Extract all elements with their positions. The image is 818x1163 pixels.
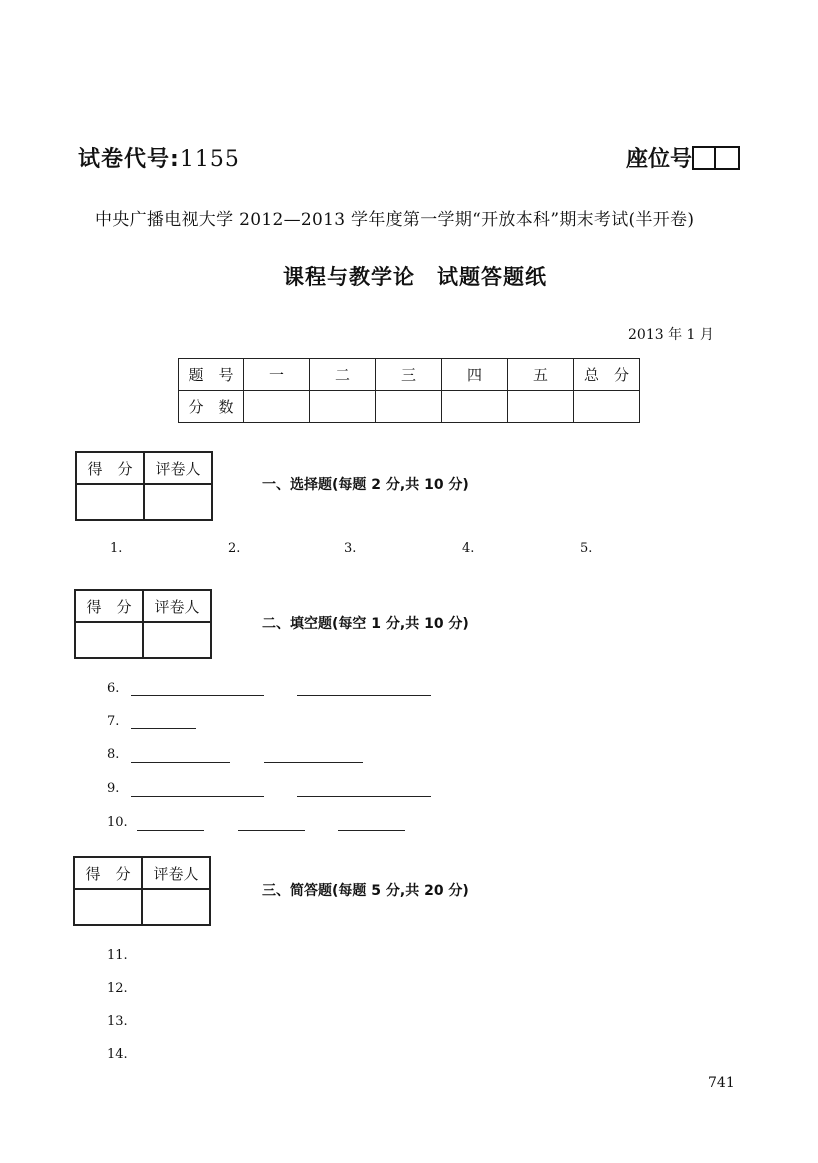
- fill-number: 8.: [107, 747, 120, 762]
- answer-line[interactable]: [338, 829, 405, 831]
- paper-code-colon: :: [170, 147, 180, 172]
- score-cell[interactable]: [75, 622, 143, 658]
- table-cell: 一: [244, 359, 310, 391]
- score-cell[interactable]: [76, 484, 144, 520]
- table-cell: 二: [310, 359, 376, 391]
- answer-number: 4.: [462, 541, 475, 556]
- grader-label: 评卷人: [143, 590, 211, 622]
- answer-line[interactable]: [264, 761, 363, 763]
- grader-box: [74, 589, 212, 659]
- answer-number: 1.: [110, 541, 123, 556]
- score-cell[interactable]: [442, 391, 508, 423]
- seat-boxes[interactable]: [692, 146, 740, 170]
- grader-cell[interactable]: [144, 484, 212, 520]
- question-number: 12.: [107, 981, 128, 996]
- answer-line[interactable]: [131, 761, 230, 763]
- score-label: 得 分: [75, 590, 143, 622]
- table-cell: 题 号: [179, 359, 244, 391]
- answer-line[interactable]: [137, 829, 204, 831]
- seat-box-1[interactable]: [692, 146, 716, 170]
- fill-number: 9.: [107, 781, 120, 796]
- fill-number: 7.: [107, 714, 120, 729]
- paper-code-label: 试卷代号: [78, 147, 171, 172]
- seat-number: [626, 142, 740, 173]
- score-cell[interactable]: [310, 391, 376, 423]
- question-number: 11.: [107, 948, 128, 963]
- page-number: 741: [708, 1075, 735, 1091]
- score-cell[interactable]: [574, 391, 640, 423]
- section-title: 一、选择题(每题 2 分,共 10 分): [262, 477, 469, 493]
- score-cell[interactable]: [74, 889, 142, 925]
- table-cell: 四: [442, 359, 508, 391]
- grader-label: 评卷人: [142, 857, 210, 889]
- answer-line[interactable]: [297, 795, 431, 797]
- score-cell[interactable]: [244, 391, 310, 423]
- question-number: 13.: [107, 1014, 128, 1029]
- exam-date: 2013 年 1 月: [628, 327, 714, 343]
- exam-title: 中央广播电视大学 2012—2013 学年度第一学期“开放本科”期末考试(半开卷): [95, 210, 695, 230]
- question-number: 14.: [107, 1047, 128, 1062]
- section-title: 三、简答题(每题 5 分,共 20 分): [262, 883, 469, 899]
- answer-line[interactable]: [131, 795, 264, 797]
- seat-box-2[interactable]: [716, 146, 740, 170]
- grader-cell[interactable]: [143, 622, 211, 658]
- score-label: 得 分: [74, 857, 142, 889]
- answer-number: 3.: [344, 541, 357, 556]
- answer-line[interactable]: [131, 727, 196, 729]
- table-cell: 总 分: [574, 359, 640, 391]
- answer-line[interactable]: [131, 694, 264, 696]
- grader-box: [73, 856, 211, 926]
- fill-number: 10.: [107, 815, 128, 830]
- table-row: [179, 391, 640, 423]
- score-cell[interactable]: [376, 391, 442, 423]
- answer-line[interactable]: [238, 829, 305, 831]
- answer-number: 2.: [228, 541, 241, 556]
- table-cell: 三: [376, 359, 442, 391]
- grader-label: 评卷人: [144, 452, 212, 484]
- fill-number: 6.: [107, 681, 120, 696]
- table-cell: 分 数: [179, 391, 244, 423]
- section-title: 二、填空题(每空 1 分,共 10 分): [262, 616, 469, 632]
- table-row: [179, 359, 640, 391]
- grader-cell[interactable]: [142, 889, 210, 925]
- table-cell: 五: [508, 359, 574, 391]
- grader-box: [75, 451, 213, 521]
- score-summary-table: [178, 358, 640, 423]
- answer-number: 5.: [580, 541, 593, 556]
- course-title: 课程与教学论 试题答题纸: [283, 265, 547, 289]
- seat-label: 座位号: [626, 147, 693, 172]
- score-label: 得 分: [76, 452, 144, 484]
- answer-line[interactable]: [297, 694, 431, 696]
- score-cell[interactable]: [508, 391, 574, 423]
- paper-code: [78, 142, 240, 173]
- paper-code-value: 1155: [179, 147, 240, 172]
